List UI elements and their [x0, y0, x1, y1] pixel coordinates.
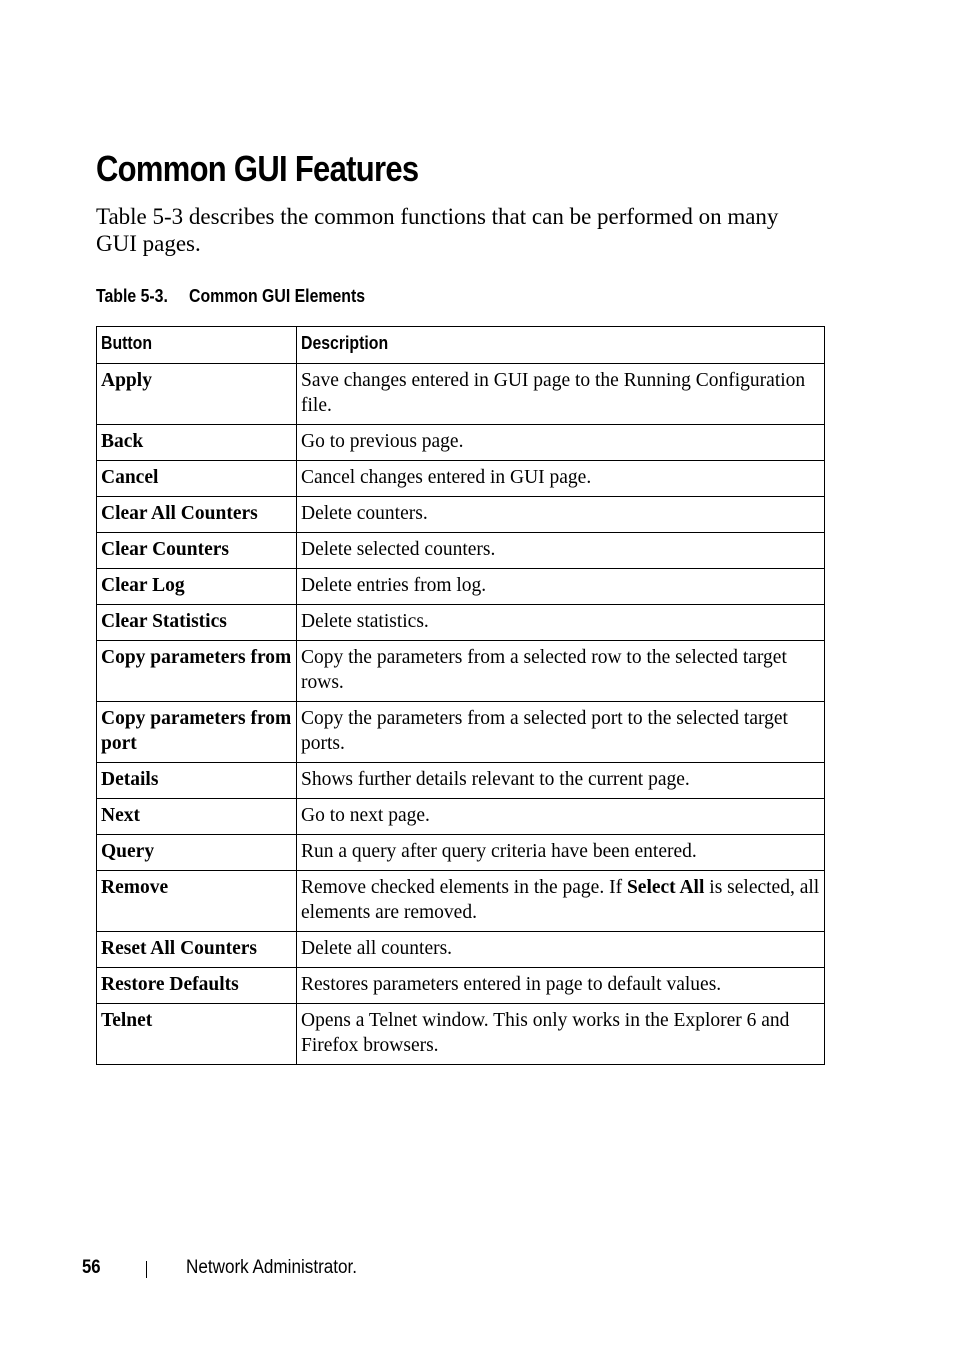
button-name-cell: Reset All Counters [97, 932, 297, 968]
button-name-cell: Restore Defaults [97, 968, 297, 1004]
description-cell: Go to previous page. [297, 425, 825, 461]
table-row [97, 799, 825, 835]
button-name-cell: Clear All Counters [97, 497, 297, 533]
table-row [97, 871, 825, 932]
button-name-cell: Back [97, 425, 297, 461]
button-name-cell: Cancel [97, 461, 297, 497]
table-row [97, 763, 825, 799]
page-number: 56 [82, 1257, 101, 1278]
description-cell: Opens a Telnet window. This only works in the Explorer 6 and Firefox browsers. [297, 1004, 825, 1065]
button-name-cell: Copy parameters from [97, 641, 297, 702]
table-row [97, 641, 825, 702]
button-name-cell: Query [97, 835, 297, 871]
table-row [97, 932, 825, 968]
description-cell: Run a query after query criteria have been entered. [297, 835, 825, 871]
table-row [97, 425, 825, 461]
description-cell: Restores parameters entered in page to default values. [297, 968, 825, 1004]
button-name-cell: Next [97, 799, 297, 835]
button-name-cell: Clear Counters [97, 533, 297, 569]
table-caption-title: Common GUI Elements [189, 286, 366, 306]
description-cell: Delete selected counters. [297, 533, 825, 569]
description-text: is selected, all elements are removed. [301, 877, 820, 923]
description-cell: Cancel changes entered in GUI page. [297, 461, 825, 497]
description-text: Remove checked elements in the page. If [301, 877, 627, 898]
description-cell [297, 871, 825, 932]
description-cell: Copy the parameters from a selected row to the selected target rows. [297, 641, 825, 702]
table-row [97, 461, 825, 497]
button-name-cell: Clear Statistics [97, 605, 297, 641]
button-name-cell: Telnet [97, 1004, 297, 1065]
button-name-cell: Apply [97, 364, 297, 425]
description-cell: Copy the parameters from a selected port to the selected target ports. [297, 702, 825, 763]
gui-elements-table [96, 326, 825, 1065]
button-name-cell: Remove [97, 871, 297, 932]
table-caption [96, 286, 365, 307]
select-all-term: Select All [626, 877, 705, 898]
table-row [97, 702, 825, 763]
section-title: Common GUI Features [96, 148, 419, 189]
chapter-title: Network Administrator. [186, 1257, 358, 1278]
footer-divider [146, 1261, 147, 1278]
header-button: Button [97, 327, 297, 364]
description-cell: Go to next page. [297, 799, 825, 835]
button-name-cell: Copy parameters from port [97, 702, 297, 763]
table-row [97, 968, 825, 1004]
table-row [97, 569, 825, 605]
table-row [97, 497, 825, 533]
description-cell: Delete statistics. [297, 605, 825, 641]
button-name-cell: Details [97, 763, 297, 799]
table-row [97, 364, 825, 425]
intro-paragraph: Table 5-3 describes the common functions that can be performed on many GUI pages. [96, 204, 779, 256]
header-description: Description [297, 327, 825, 364]
description-cell: Delete all counters. [297, 932, 825, 968]
table-row [97, 605, 825, 641]
description-cell: Shows further details relevant to the current page. [297, 763, 825, 799]
description-cell: Save changes entered in GUI page to the Running Configuration file. [297, 364, 825, 425]
description-cell: Delete entries from log. [297, 569, 825, 605]
table-row [97, 533, 825, 569]
table-header-row [97, 327, 825, 364]
table-row [97, 835, 825, 871]
table-caption-number: Table 5-3. [96, 286, 168, 306]
button-name-cell: Clear Log [97, 569, 297, 605]
description-cell: Delete counters. [297, 497, 825, 533]
table-row [97, 1004, 825, 1065]
